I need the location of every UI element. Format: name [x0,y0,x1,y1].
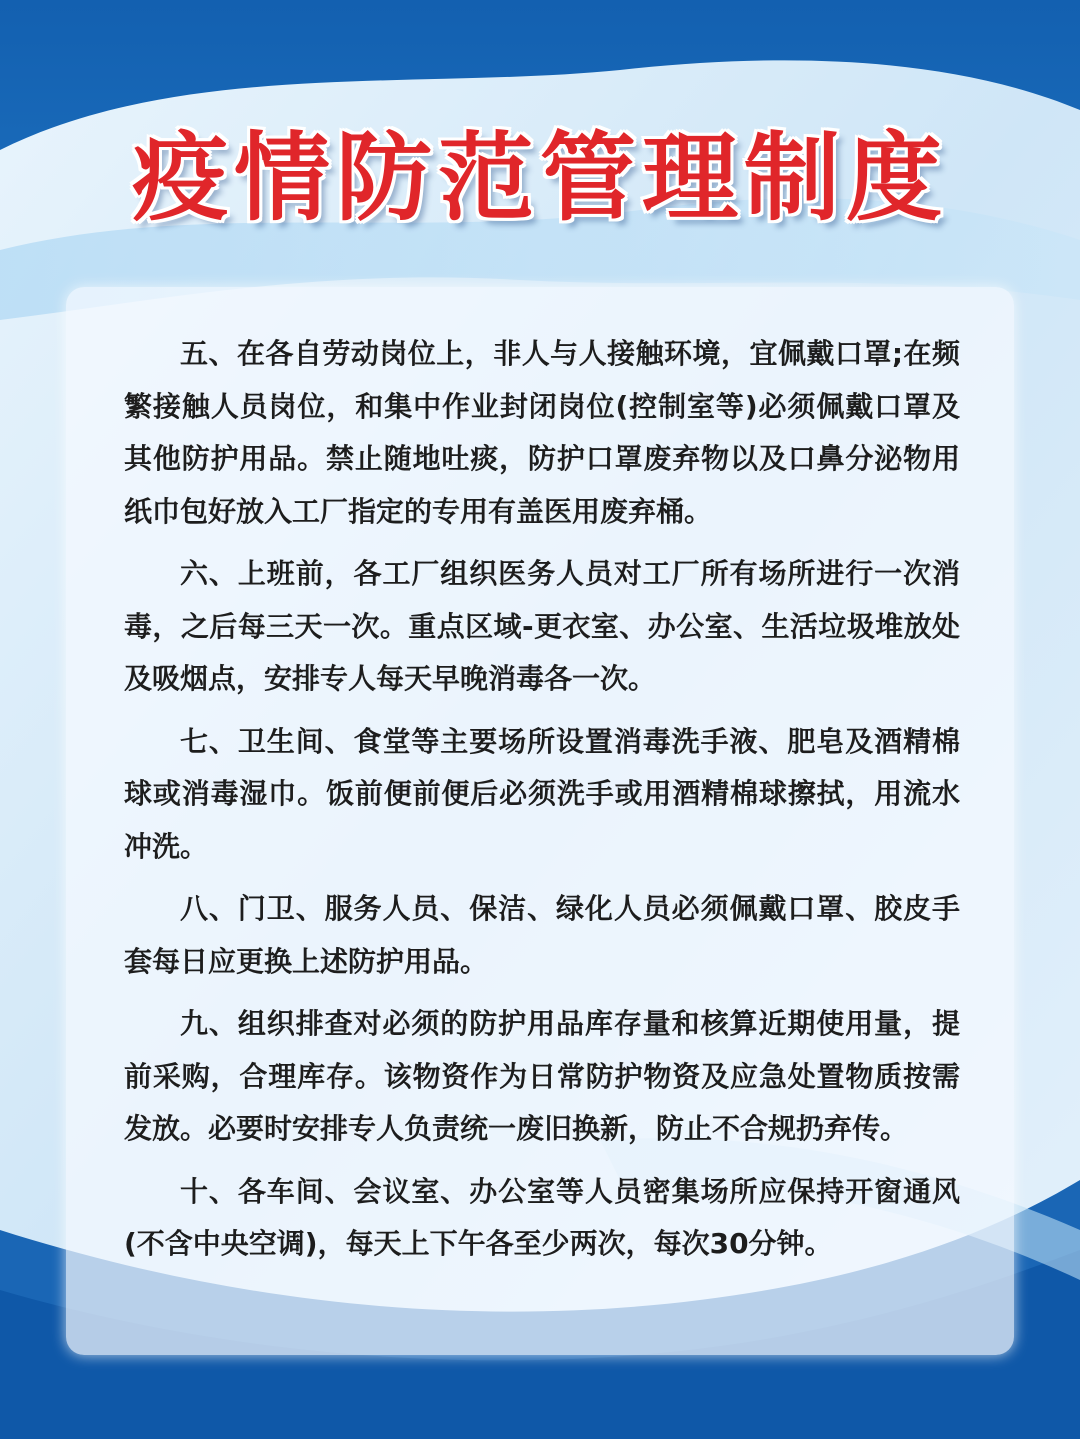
rule-paragraph-7: 七、卫生间、食堂等主要场所设置消毒洗手液、肥皂及酒精棉球或消毒湿巾。饭前便前便后必须洗手或用酒精棉球擦拭，用流水冲洗。 [124,724,960,863]
poster-title: 疫情防范管理制度 [132,121,948,234]
rule-paragraph-9: 九、组织排查对必须的防护用品库存量和核算近期使用量，提前采购，合理库存。该物资作为日常防护物资及应急处置物质按需发放。必要时安排专人负责统一废旧换新，防止不合规扔弃传。 [124,1007,960,1145]
rule-paragraph-10: 十、各车间、会议室、办公室等人员密集场所应保持开窗通风(不含中央空调)，每天上下午各至少两次，每次30分钟。 [124,1174,960,1260]
rule-paragraph-8: 八、门卫、服务人员、保洁、绿化人员必须佩戴口罩、胶皮手套每日应更换上述防护用品。 [124,892,960,978]
rule-paragraph-5: 五、在各自劳动岗位上，非人与人接触环境，宜佩戴口罩;在频繁接触人员岗位，和集中作业封闭岗位(控制室等)必须佩戴口罩及其他防护用品。禁止随地吐痰，防护口罩废弃物以及口鼻分泌物用纸巾包好放入工厂指定的专用有盖医用废弃桶。 [124,337,960,528]
rules-content [124,328,960,1281]
rule-paragraph-6: 六、上班前，各工厂组织医务人员对工厂所有场所进行一次消毒，之后每三天一次。重点区域-更衣室、办公室、生活垃圾堆放处及吸烟点，安排专人每天早晚消毒各一次。 [124,557,960,695]
